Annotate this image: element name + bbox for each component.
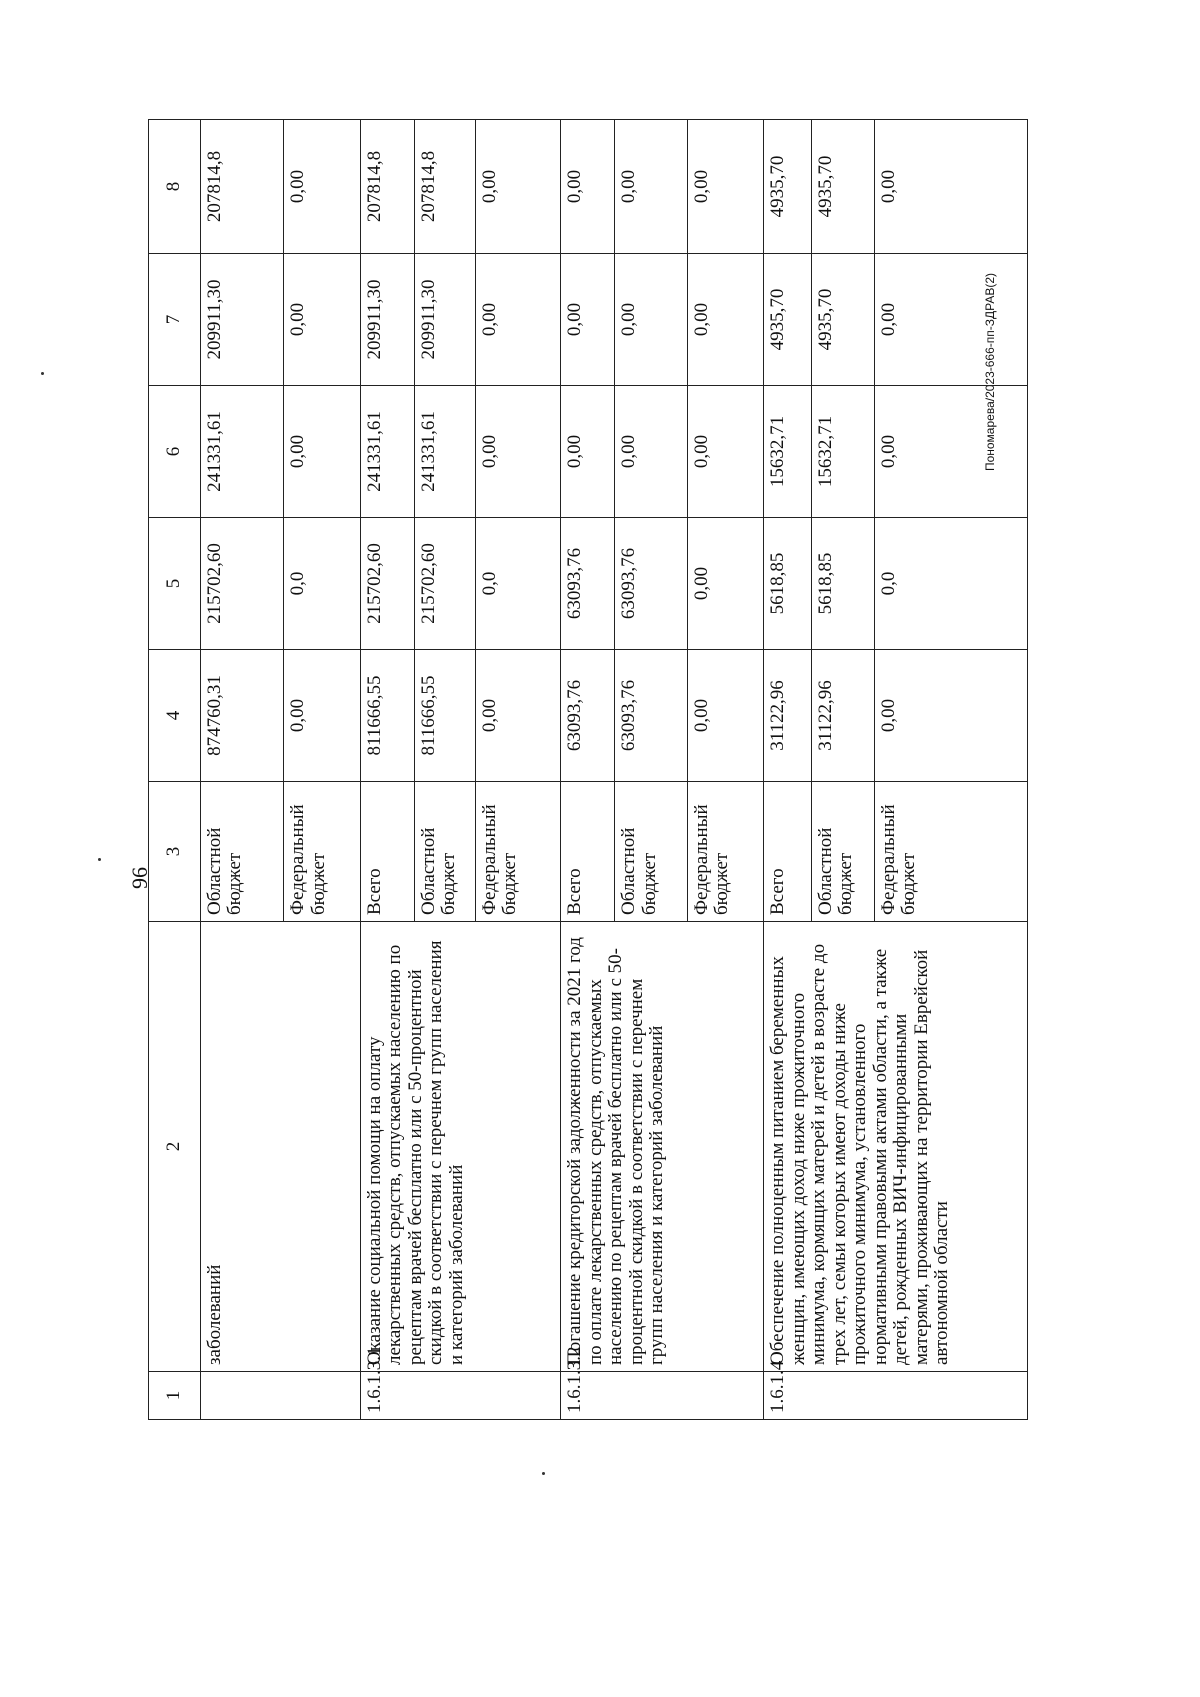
value-cell: 0,00 — [615, 120, 687, 254]
header-row — [149, 120, 201, 1420]
value-cell: 63093,76 — [561, 650, 615, 782]
value-cell: 0,00 — [561, 120, 615, 254]
value-cell: 0,00 — [615, 254, 687, 386]
document-code: Пономарева/2023-666-пп-ЗДРАВ(2) — [983, 272, 997, 472]
table-row — [561, 120, 615, 1420]
funding-source: Федеральный бюджет — [475, 782, 561, 922]
value-cell: 0,00 — [874, 650, 1027, 782]
budget-table-container — [148, 120, 1028, 1420]
value-cell: 207814,8 — [360, 120, 414, 254]
value-cell: 0,00 — [284, 120, 361, 254]
value-cell: 15632,71 — [811, 386, 874, 518]
value-cell: 0,00 — [687, 386, 764, 518]
value-cell: 874760,31 — [200, 650, 283, 782]
value-cell: 5618,85 — [764, 518, 811, 650]
value-cell: 0,00 — [687, 254, 764, 386]
funding-source: Федеральный бюджет — [874, 782, 1027, 922]
column-header: 7 — [149, 254, 201, 386]
value-cell: 0,00 — [561, 386, 615, 518]
table-row — [200, 120, 283, 1420]
value-cell: 0,00 — [615, 386, 687, 518]
row-code: 1.6.1.4 — [764, 1372, 1028, 1420]
value-cell: 0,00 — [874, 386, 1027, 518]
value-cell: 0,00 — [874, 120, 1027, 254]
value-cell: 0,00 — [284, 650, 361, 782]
value-cell: 209911,30 — [360, 254, 414, 386]
value-cell: 0,00 — [475, 650, 561, 782]
value-cell: 241331,61 — [414, 386, 475, 518]
column-header: 1 — [149, 1372, 201, 1420]
page-number: 96 — [127, 867, 152, 889]
scan-speck — [41, 372, 44, 375]
funding-source: Областной бюджет — [811, 782, 874, 922]
funding-source: Всего — [764, 782, 811, 922]
value-cell: 207814,8 — [414, 120, 475, 254]
value-cell: 0,0 — [475, 518, 561, 650]
value-cell: 63093,76 — [615, 650, 687, 782]
value-cell: 0,00 — [284, 386, 361, 518]
value-cell: 209911,30 — [414, 254, 475, 386]
funding-source: Федеральный бюджет — [687, 782, 764, 922]
row-name: Обеспечение полноценным питанием беременных женщин, имеющих доход ниже прожиточного минимума, кормящих матерей и детей в возрасте до трех лет, семьи которых имеют доходы ниже прожиточного минимума, установленного нормативными правовыми актами области, а также детей, рожденных ВИЧ-инфицированными матерями, проживающих на территории Еврейской автономной области — [764, 922, 1028, 1372]
value-cell: 31122,96 — [811, 650, 874, 782]
value-cell: 0,00 — [475, 386, 561, 518]
value-cell: 63093,76 — [561, 518, 615, 650]
value-cell: 0,00 — [687, 518, 764, 650]
value-cell: 0,00 — [284, 254, 361, 386]
row-code: 1.6.1.3.1 — [360, 1372, 561, 1420]
value-cell: 215702,60 — [360, 518, 414, 650]
value-cell: 63093,76 — [615, 518, 687, 650]
value-cell: 0,00 — [475, 120, 561, 254]
budget-table — [148, 119, 1028, 1420]
funding-source: Всего — [561, 782, 615, 922]
value-cell: 4935,70 — [811, 254, 874, 386]
value-cell: 0,00 — [561, 254, 615, 386]
value-cell: 4935,70 — [811, 120, 874, 254]
value-cell: 15632,71 — [764, 386, 811, 518]
row-name: Погашение кредиторской задолженности за 2021 год по оплате лекарственных средств, отпускаемых населению по рецептам врачей бесплатно или с 50-процентной скидкой в соответствии с перечнем групп населения и категорий заболеваний — [561, 922, 764, 1372]
value-cell: 0,00 — [874, 254, 1027, 386]
column-header: 5 — [149, 518, 201, 650]
value-cell: 0,00 — [687, 120, 764, 254]
row-name: Оказание социальной помощи на оплату лекарственных средств, отпускаемых населению по рецептам врачей бесплатно или с 50-процентной скидкой в соответствии с перечнем групп населения и категорий заболеваний — [360, 922, 561, 1372]
funding-source: Областной бюджет — [200, 782, 283, 922]
value-cell: 215702,60 — [414, 518, 475, 650]
column-header: 2 — [149, 922, 201, 1372]
value-cell: 209911,30 — [200, 254, 283, 386]
row-name: заболеваний — [200, 922, 360, 1372]
value-cell: 0,00 — [687, 650, 764, 782]
scan-speck — [98, 858, 101, 861]
value-cell: 4935,70 — [764, 120, 811, 254]
column-header: 6 — [149, 386, 201, 518]
funding-source: Областной бюджет — [615, 782, 687, 922]
value-cell: 0,0 — [284, 518, 361, 650]
scan-speck — [542, 1472, 545, 1475]
funding-source: Всего — [360, 782, 414, 922]
funding-source: Областной бюджет — [414, 782, 475, 922]
value-cell: 241331,61 — [360, 386, 414, 518]
value-cell: 0,0 — [874, 518, 1027, 650]
value-cell: 241331,61 — [200, 386, 283, 518]
table-row — [360, 120, 414, 1420]
column-header: 8 — [149, 120, 201, 254]
table-row — [764, 120, 811, 1420]
value-cell: 811666,55 — [360, 650, 414, 782]
value-cell: 5618,85 — [811, 518, 874, 650]
value-cell: 31122,96 — [764, 650, 811, 782]
row-code — [200, 1372, 360, 1420]
row-code: 1.6.1.3.2 — [561, 1372, 764, 1420]
column-header: 4 — [149, 650, 201, 782]
funding-source: Федеральный бюджет — [284, 782, 361, 922]
value-cell: 207814,8 — [200, 120, 283, 254]
value-cell: 4935,70 — [764, 254, 811, 386]
value-cell: 811666,55 — [414, 650, 475, 782]
value-cell: 215702,60 — [200, 518, 283, 650]
column-header: 3 — [149, 782, 201, 922]
value-cell: 0,00 — [475, 254, 561, 386]
